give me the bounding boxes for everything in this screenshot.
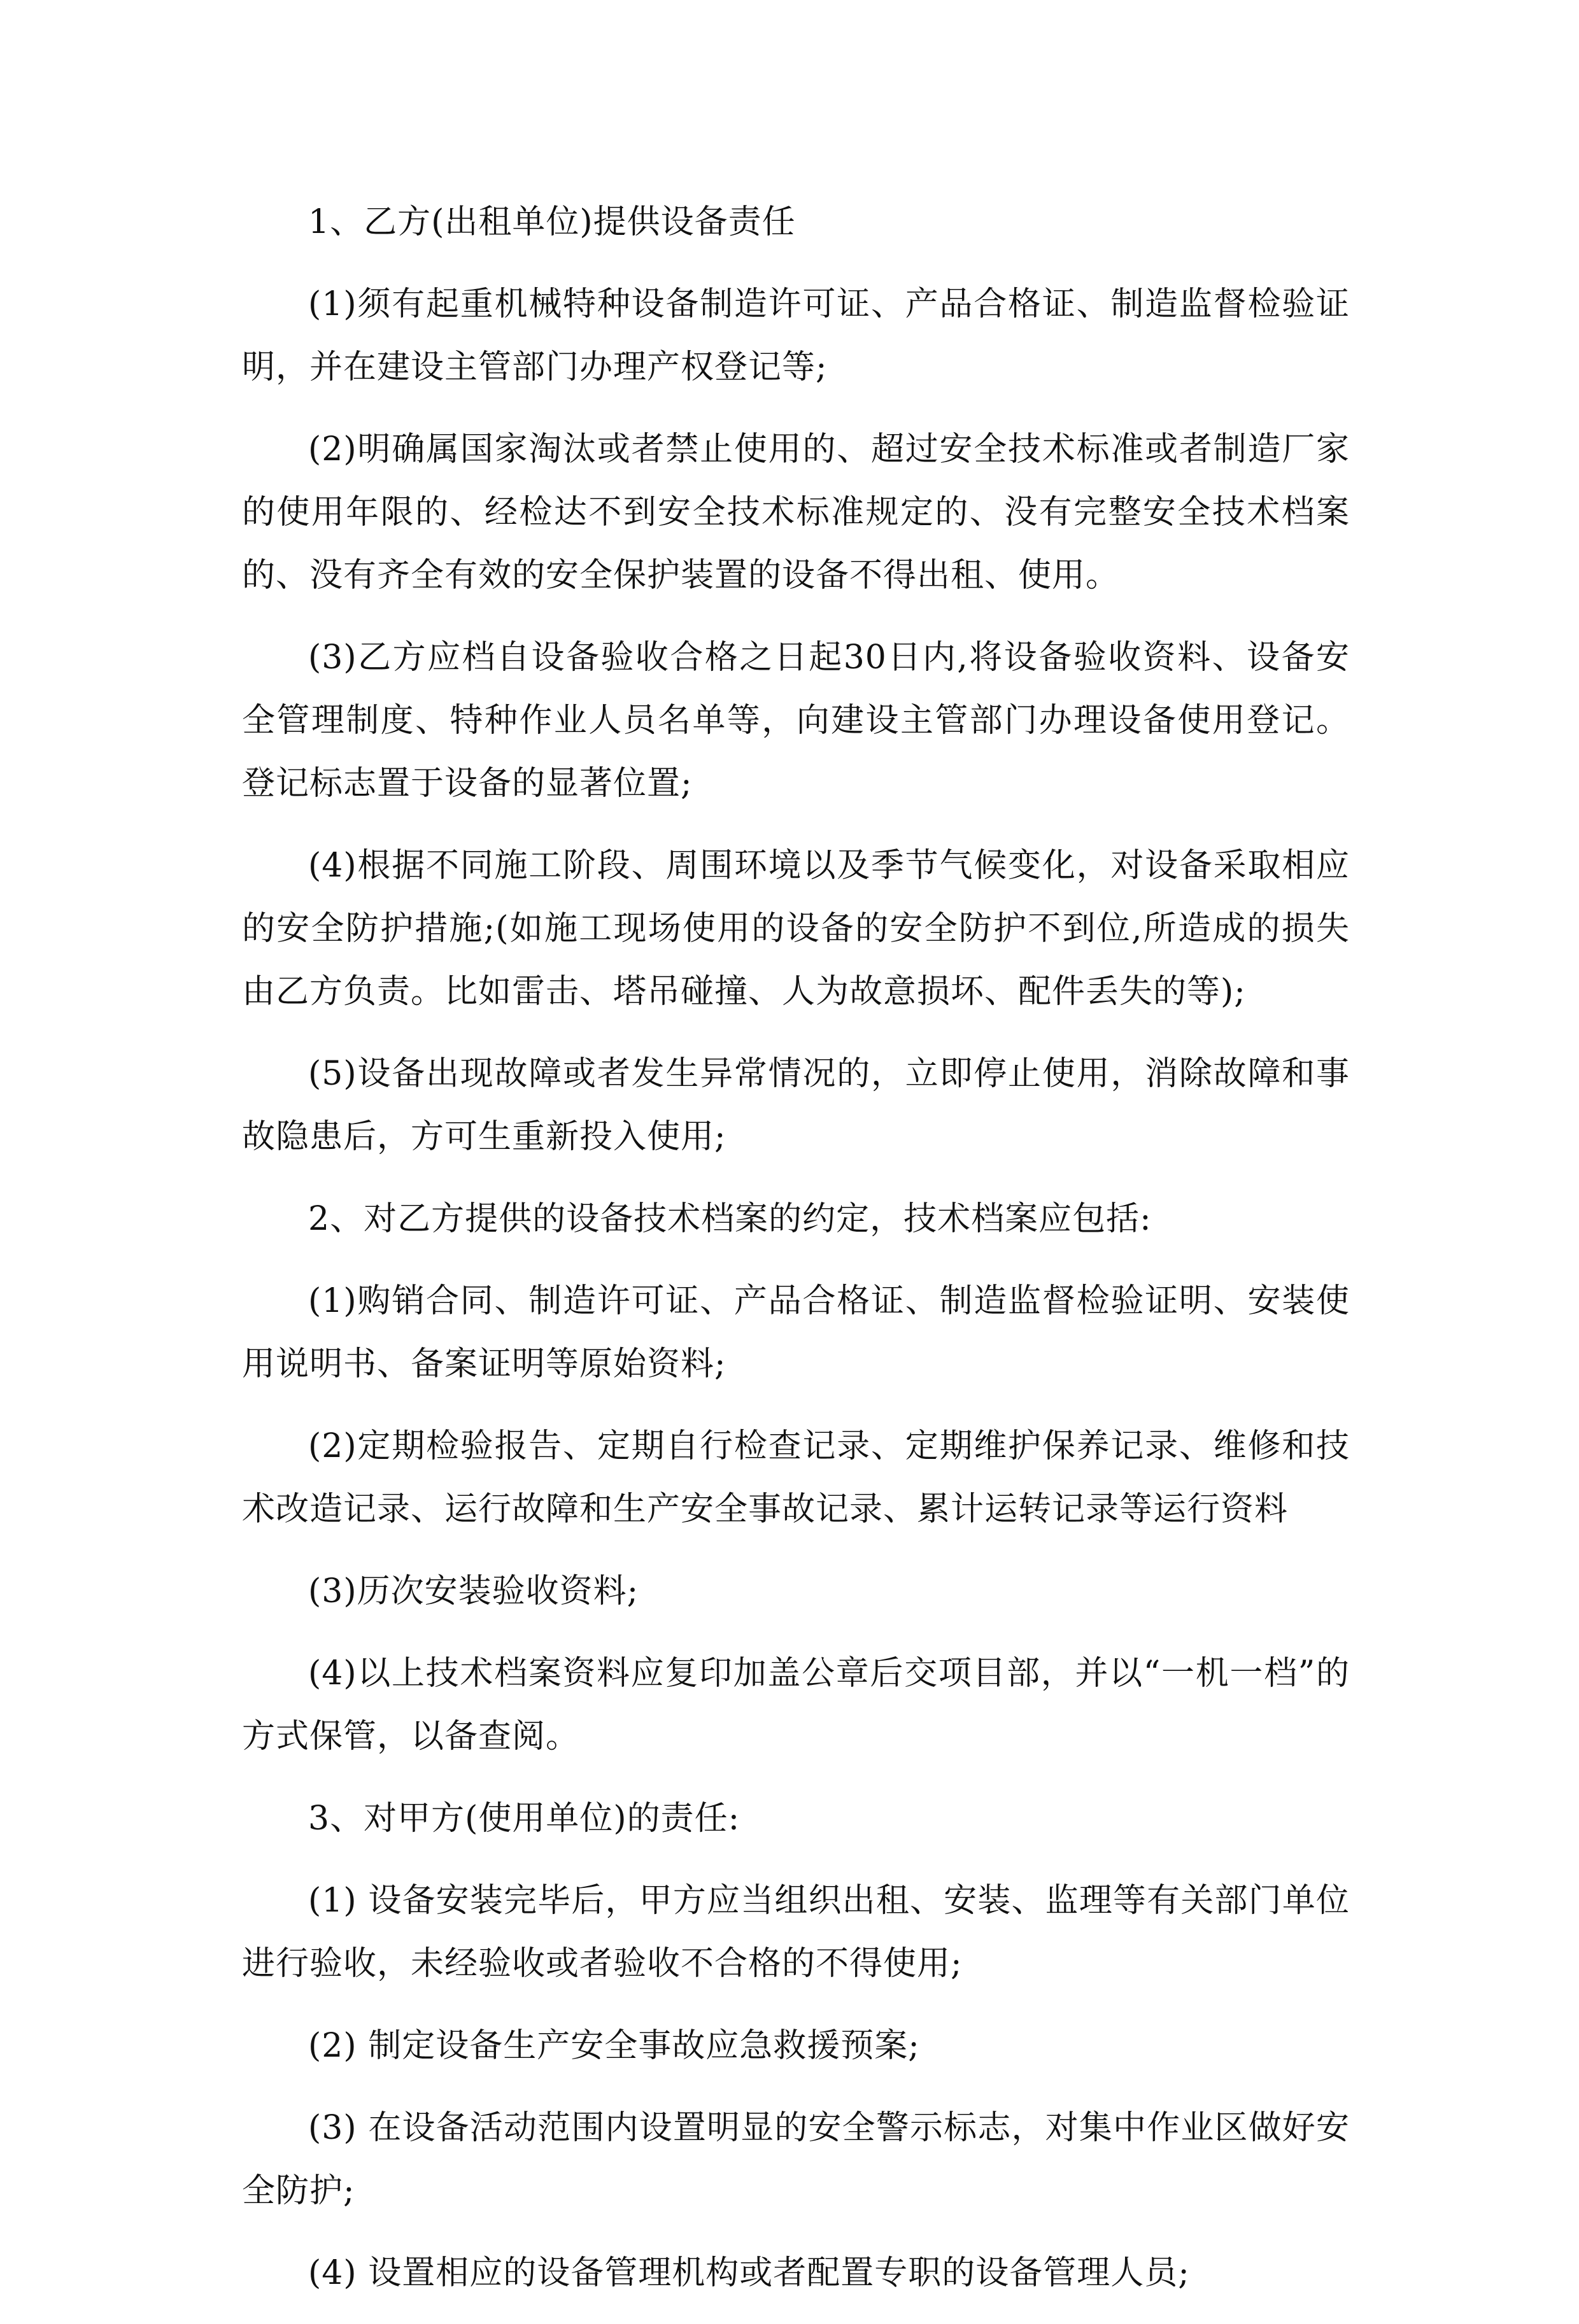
paragraph-1-3: (3)乙方应档自设备验收合格之日起30日内,将设备验收资料、设备安全管理制度、特种作业人员名单等，向建设主管部门办理设备使用登记。登记标志置于设备的显著位置; [242, 638, 1350, 803]
paragraph-2-4: (4)以上技术档案资料应复印加盖公章后交项目部，并以“一机一档”的方式保管，以备查阅。 [242, 1654, 1350, 1756]
paragraph-3-4: (4) 设置相应的设备管理机构或者配置专职的设备管理人员; [308, 2254, 1190, 2292]
section-3-heading: 3、对甲方(使用单位)的责任: [308, 1799, 740, 1838]
paragraph-1-4: (4)根据不同施工阶段、周围环境以及季节气候变化，对设备采取相应的安全防护措施;(如施工现场使用的设备的安全防护不到位,所造成的损失由乙方负责。比如雷击、塔吊碰撞、人为故意损坏、配件丢失的等); [242, 847, 1350, 1011]
section-1-heading: 1、乙方(出租单位)提供设备责任 [308, 203, 796, 241]
paragraph-1-1: (1)须有起重机械特种设备制造许可证、产品合格证、制造监督检验证明，并在建设主管部门办理产权登记等; [242, 285, 1350, 386]
section-2-heading: 2、对乙方提供的设备技术档案的约定，技术档案应包括: [308, 1200, 1152, 1238]
paragraph-1-5: (5)设备出现故障或者发生异常情况的，立即停止使用，消除故障和事故隐患后，方可生重新投入使用; [242, 1055, 1350, 1156]
paragraph-2-3: (3)历次安装验收资料; [308, 1572, 639, 1610]
paragraph-2-1: (1)购销合同、制造许可证、产品合格证、制造监督检验证明、安装使用说明书、备案证明等原始资料; [242, 1282, 1350, 1383]
paragraph-1-2: (2)明确属国家淘汰或者禁止使用的、超过安全技术标准或者制造厂家的使用年限的、经检达不到安全技术标准规定的、没有完整安全技术档案的、没有齐全有效的安全保护装置的设备不得出租、使用。 [242, 430, 1350, 595]
paragraph-3-3: (3) 在设备活动范围内设置明显的安全警示标志，对集中作业区做好安全防护; [242, 2109, 1350, 2210]
document-body [242, 191, 1350, 2324]
paragraph-2-2: (2)定期检验报告、定期自行检查记录、定期维护保养记录、维修和技术改造记录、运行故障和生产安全事故记录、累计运转记录等运行资料 [242, 1427, 1350, 1528]
paragraph-3-1: (1) 设备安装完毕后，甲方应当组织出租、安装、监理等有关部门单位进行验收，未经验收或者验收不合格的不得使用; [242, 1882, 1350, 1983]
paragraph-3-2: (2) 制定设备生产安全事故应急救援预案; [308, 2027, 920, 2065]
